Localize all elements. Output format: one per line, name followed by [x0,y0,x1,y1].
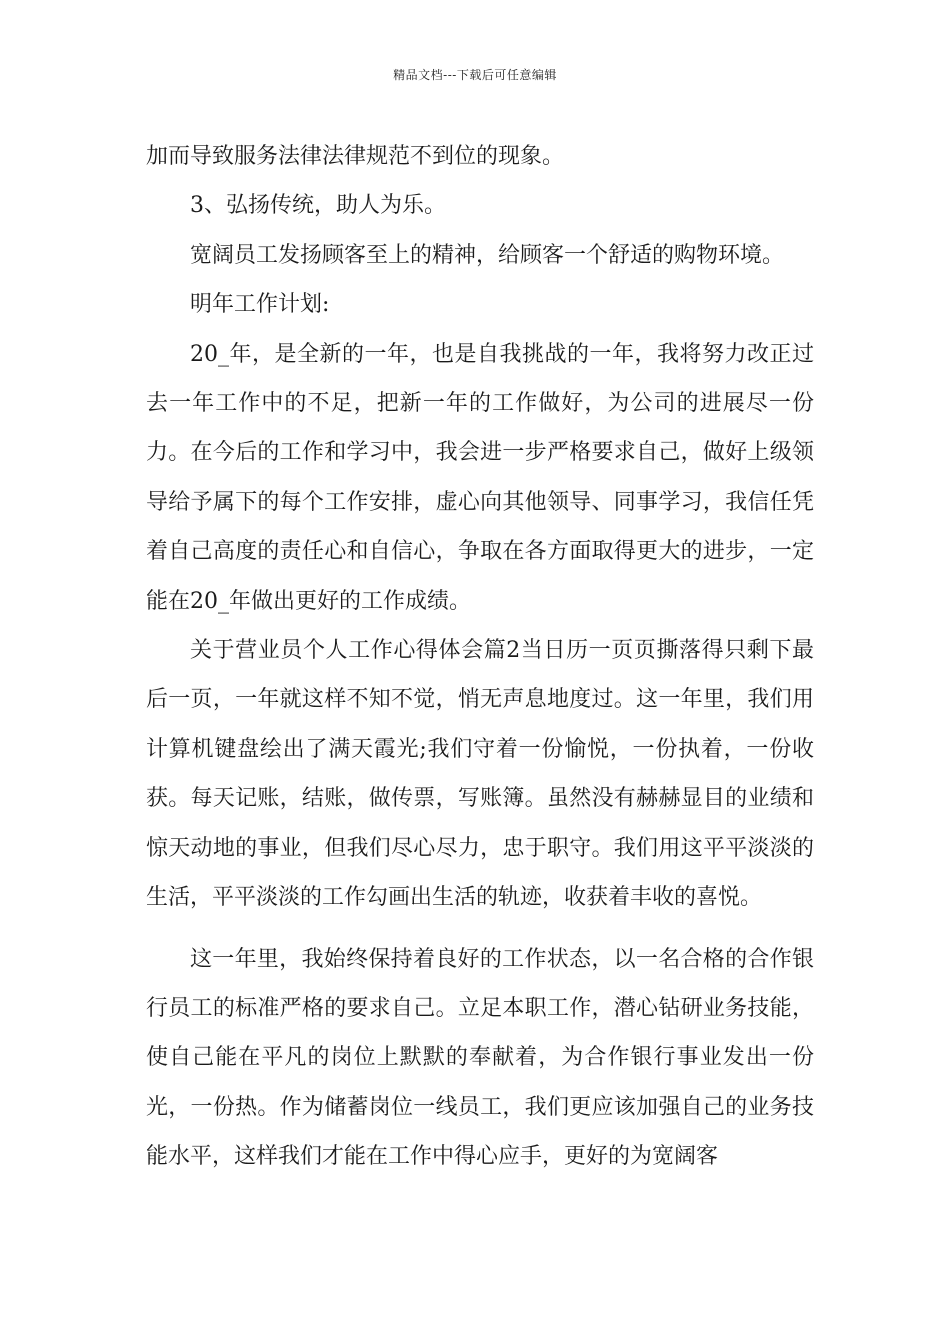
paragraph-continuation: 加而导致服务法律法律规范不到位的现象。 [146,144,565,169]
paragraph: 20_年，是全新的一年，也是自我挑战的一年，我将努力改正过去一年工作中的不足，把新一年的工作做好，为公司的进展尽一份力。在今后的工作和学习中，我会进一步严格要求自己，做好上级领导给予属下的每个工作安排，虚心向其他领导、同事学习，我信任凭着自己高度的责任心和自信心，争取在各方面取得更大的进步，一定能在20_年做出更好的工作成绩。 [146,341,814,614]
paragraph: 宽阔员工发扬顾客至上的精神，给顾客一个舒适的购物环境。 [190,242,785,268]
paragraph-heading-3: 3、弘扬传统，助人为乐。 [190,193,446,219]
paragraph: 这一年里，我始终保持着良好的工作状态，以一名合格的合作银行员工的标准严格的要求自己。立足本职工作，潜心钻研业务技能，使自己能在平凡的岗位上默默的奉献着，为合作银行事业发出一份光，一份热。作为储蓄岗位一线员工，我们更应该加强自己的业务技能水平，这样我们才能在工作中得心应手，更好的为宽阔客 [146,946,814,1170]
document-body [146,132,814,1182]
paragraph-heading-plan: 明年工作计划: [190,292,330,318]
page-header: 精品文档---下载后可任意编辑 [393,68,557,82]
paragraph: 关于营业员个人工作心得体会篇2当日历一页页撕落得只剩下最后一页，一年就这样不知不觉，悄无声息地度过。这一年里，我们用计算机键盘绘出了满天霞光;我们守着一份愉悦，一份执着，一份收获。每天记账，结账，做传票，写账簿。虽然没有赫赫显目的业绩和惊天动地的事业，但我们尽心尽力，忠于职守。我们用这平平淡淡的生活，平平淡淡的工作勾画出生活的轨迹，收获着丰收的喜悦。 [146,638,814,911]
